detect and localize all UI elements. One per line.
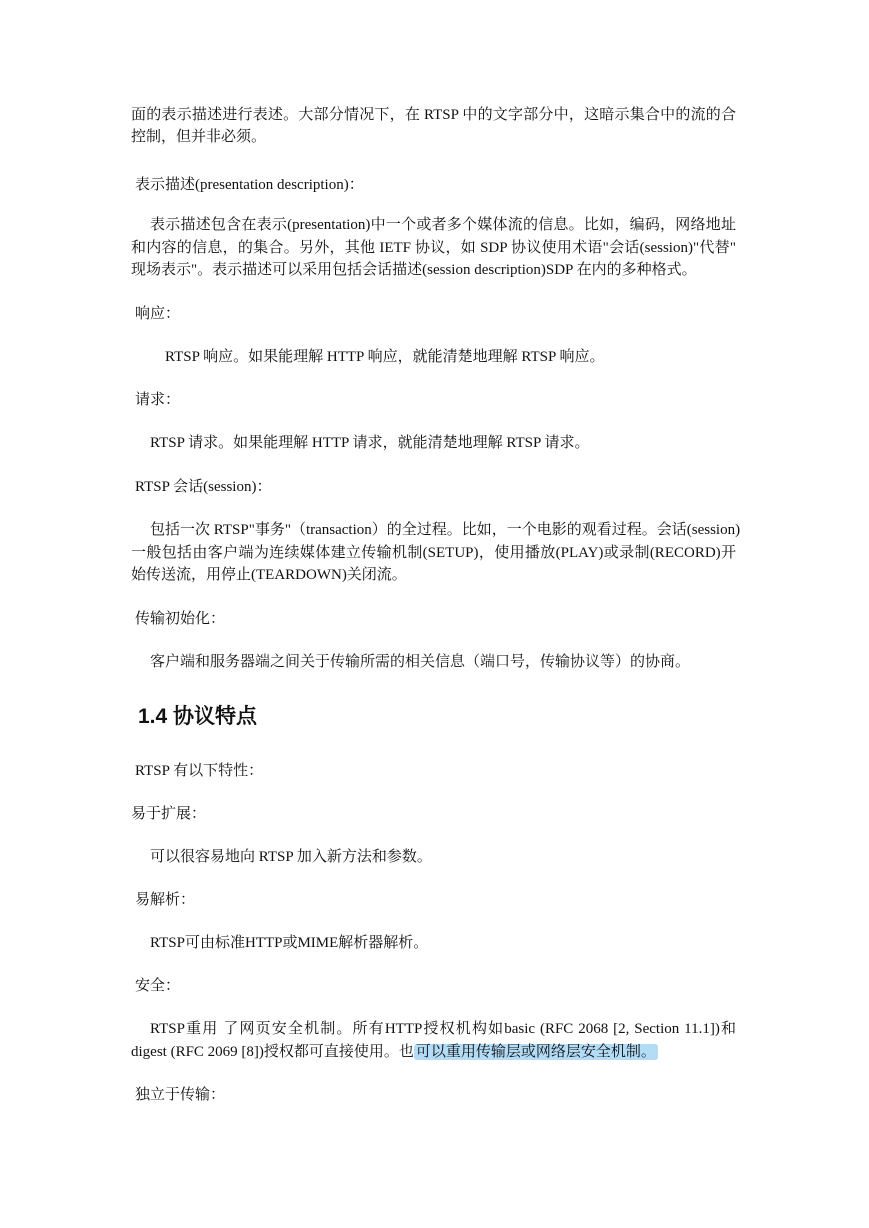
section-title: 1.4 协议特点: [138, 705, 258, 728]
paragraph-line: RTSP 响应。如果能理解 HTTP 响应，就能清楚地理解 RTSP 响应。: [165, 349, 605, 365]
paragraph-line: 表示描述包含在表示(presentation)中一个或者多个媒体流的信息。比如，编码，网络地址: [150, 217, 736, 233]
paragraph-line: RTSP重用 了网页安全机制。所有HTTP授权机构如basic (RFC 2068 [2, Section 11.1])和: [150, 1021, 736, 1037]
paragraph-line: 面的表示描述进行表述。大部分情况下，在 RTSP 中的文字部分中，这暗示集合中的流的合: [131, 107, 736, 123]
term-heading-easy-parse: 易解析：: [135, 892, 196, 908]
paragraph-line: RTSP 请求。如果能理解 HTTP 请求，就能清楚地理解 RTSP 请求。: [150, 435, 590, 451]
paragraph-line: 现场表示"。表示描述可以采用包括会话描述(session description)SDP 在内的多种格式。: [131, 262, 697, 278]
paragraph-line: 和内容的信息，的集合。另外，其他 IETF 协议，如 SDP 协议使用术语"会话(session)"代替": [131, 240, 736, 256]
paragraph-line: [131, 1041, 658, 1063]
paragraph-line: 包括一次 RTSP"事务"（transaction）的全过程。比如，一个电影的观看过程。会话(session): [150, 522, 741, 538]
term-heading-transport-init: 传输初始化：: [135, 611, 226, 627]
term-heading-transport-independent: 独立于传输：: [135, 1087, 226, 1103]
paragraph-line: 始传送流，用停止(TEARDOWN)关闭流。: [131, 567, 407, 583]
term-heading-presentation-description: 表示描述(presentation description)：: [135, 177, 364, 193]
term-heading-extensible: 易于扩展：: [131, 806, 207, 822]
term-heading-response: 响应：: [135, 306, 181, 322]
paragraph-line: 可以很容易地向 RTSP 加入新方法和参数。: [150, 849, 432, 865]
text-run: digest (RFC 2069 [8])授权都可直接使用。也: [131, 1044, 414, 1060]
term-heading-session: RTSP 会话(session)：: [135, 479, 272, 495]
paragraph-line: 控制，但并非必须。: [131, 129, 267, 145]
paragraph-line: RTSP 有以下特性：: [135, 763, 264, 779]
paragraph-line: RTSP可由标准HTTP或MIME解析器解析。: [150, 935, 429, 951]
paragraph-line: 客户端和服务器端之间关于传输所需的相关信息（端口号，传输协议等）的协商。: [150, 654, 691, 670]
term-heading-security: 安全：: [135, 978, 181, 994]
text-selection-highlight[interactable]: 可以重用传输层或网络层安全机制。: [415, 1044, 656, 1060]
term-heading-request: 请求：: [135, 392, 181, 408]
paragraph-line: 一般包括由客户端为连续媒体建立传输机制(SETUP)，使用播放(PLAY)或录制(RECORD)开: [131, 545, 736, 561]
